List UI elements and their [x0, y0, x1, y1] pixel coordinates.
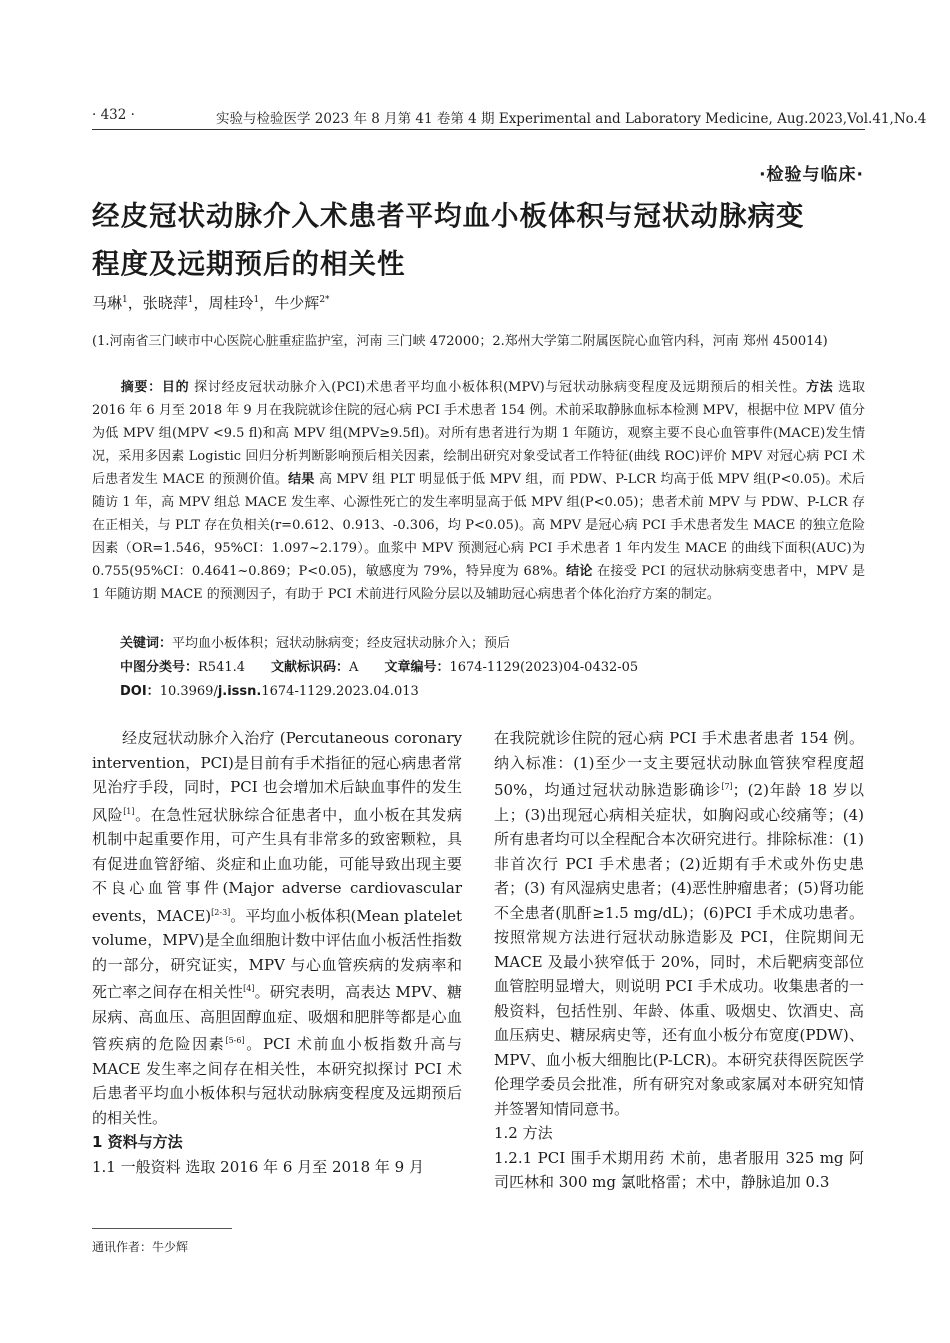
section-tag: ·检验与临床· [759, 165, 864, 185]
citation: [7] [721, 782, 733, 791]
doc-code-value: A [349, 660, 359, 675]
author-affiliation-mark: 1 [253, 295, 260, 305]
intro-text-2: 。在急性冠状脉综合征患者中，血小板在其发病机制中起重要作用，可产生具有非常多的致密颗粒，具有促进血管舒缩、炎症和止血功能，可能导致出现主要不良心血管事件(Major adverse cardiovascular events，MACE) [92, 805, 462, 925]
clc-value: R541.4 [198, 660, 246, 675]
doi-line [120, 680, 419, 699]
conclusion-text: 在接受 PCI 的冠状动脉病变患者中，MPV 是 1 年随访期 MACE 的预测因子，有助于 PCI 术前进行风险分层以及辅助冠心病患者个体化治疗方案的制定。 [92, 564, 865, 602]
citation: [4] [243, 984, 255, 993]
intro-paragraph [92, 726, 462, 1130]
affiliations: (1.河南省三门峡市中心医院心脏重症监护室，河南 三门峡 472000；2.郑州大学第二附属医院心血管内科，河南 郑州 450014) [92, 334, 828, 349]
body-column-left [92, 726, 462, 1179]
corresponding-author-footnote: 通讯作者：牛少辉 [92, 1240, 189, 1254]
author-name: 周桂玲 [208, 294, 254, 312]
author-name: 张晓萍 [142, 294, 188, 312]
subsection-heading: 1.2 方法 [494, 1124, 553, 1142]
author-affiliation-mark: 2* [319, 295, 330, 305]
keywords-label: 关键词： [120, 636, 173, 651]
body-column-right [494, 726, 864, 1195]
intro-text-4: 。研究表明，高表达 MPV、糖尿病、高血压、高胆固醇血症、吸烟和肥胖等都是心血管疾病的危险因素 [92, 983, 462, 1053]
subsection-heading: 1.1 一般资料 选取 2016 年 6 月至 2018 年 9 月 [92, 1157, 424, 1176]
citation: [5-6] [225, 1036, 245, 1045]
objective-label: 目的 [161, 380, 190, 395]
article-number-value: 1674-1129(2023)04-0432-05 [449, 660, 639, 675]
author-affiliation-mark: 1 [122, 295, 128, 305]
author-affiliation-mark: 1 [187, 295, 194, 305]
intro-text-5: 。PCI 术前血小板指数升高与 MACE 发生率之间存在相关性，本研究拟探讨 PCI 术后患者平均血小板体积与冠状动脉病变程度及远期预后的相关性。 [92, 1035, 462, 1127]
page-number: · 432 · [92, 107, 135, 123]
doi-prefix: 10.3969/ [159, 684, 218, 699]
clc-label: 中图分类号： [120, 660, 199, 675]
body-text: 在我院就诊住院的冠心病 PCI 手术患者患者 154 例。纳入标准：(1)至少一支主要冠状动脉血管狭窄程度超 50%，均通过冠状动脉造影确诊 [494, 729, 864, 799]
results-text: 高 MPV 组 PLT 明显低于低 MPV 组，而 PDW、P-LCR 均高于低 MPV 组(P<0.05)。术后随访 1 年，高 MPV 组总 MACE 发生率、心源性死亡的发生率明显高于低 MPV 组(P<0.05)；患者术前 MPV 与 PDW、P-LCR 存在正相关，与 PLT 存在负相关(r=0.612、0.913、-0.306，均 P<0.05)。高 MPV 是冠心病 PCI 手术患者发生 MACE 的独立危险因素（OR=1.546，95%CI：1.097~2.179）。血浆中 MPV 预测冠心病 PCI 手术患者 1 年内发生 MACE 的曲线下面积(AUC)为 0.755(95%CI：0.4641~0.869；P<0.05)，敏感度为 79%，特异度为 68%。 [92, 472, 866, 579]
results-label: 结果 [288, 472, 315, 487]
citation: [1] [123, 806, 135, 816]
conclusion-label: 结论 [566, 564, 593, 579]
author-name: 牛少辉 [274, 294, 320, 312]
header-rule [92, 129, 865, 130]
article-title: 经皮冠状动脉介入术患者平均血小板体积与冠状动脉病变程度及远期预后的相关性 [92, 200, 805, 280]
methods-paragraph [494, 726, 864, 1121]
doi-suffix: 1674-1129.2023.04.013 [261, 684, 419, 699]
section-heading: 1 资料与方法 [92, 1133, 183, 1151]
article-number-label: 文章编号： [384, 660, 450, 675]
citation: [2-3] [211, 907, 231, 917]
objective-text: 探讨经皮冠状动脉介入(PCI)术患者平均血小板体积(MPV)与冠状动脉病变程度及远期预后的相关性。 [194, 380, 806, 395]
abstract [92, 376, 865, 606]
intro-text-3: 。平均血小板体积(Mean platelet volume，MPV)是全血细胞计数中评估血小板活性指数的一部分，研究证实，MPV 与心血管疾病的发病率和死亡率之间存在相关性 [92, 906, 462, 1001]
keywords-value: 平均血小板体积；冠状动脉病变；经皮冠状动脉介入；预后 [172, 636, 511, 651]
methods-label: 方法 [805, 380, 834, 395]
intro-text-1: 经皮冠状动脉介入治疗 (Percutaneous coronary intervention，PCI)是目前有手术指征的冠心病患者常见治疗手段，同时，PCI 也会增加术后缺血事件的发生风险 [92, 729, 462, 824]
author-list: 马琳$^1$，张晓萍$^1$，周桂玲$^1$，牛少辉$^{2*}$ [92, 294, 330, 312]
classification-line [120, 656, 638, 675]
abstract-label: 摘要： [120, 380, 162, 395]
author-name: 马琳 [92, 294, 123, 312]
body-text: ；(2)年龄 18 岁以上；(3)出现冠心病相关症状，如胸闷或心绞痛等；(4)所有患者均可以全程配合本次研究进行。排除标准：(1)非首次行 PCI 手术患者；(2)近期有手术或外伤史患者；(3) 有风湿病史患者；(4)恶性肿瘤患者；(5)肾功能不全患者(肌酐≥1.5 mg/dL)；(6)PCI 手术成功患者。按照常规方法进行冠状动脉造影及 PCI，住院期间无 MACE 及最小狭窄低于 20%，同时，术后靶病变部位血管腔明显增大，则说明 PCI 手术成功。收集患者的一般资料，包括性别、年龄、体重、吸烟史、饮酒史、高血压病史、糖尿病史等，还有血小板分布宽度(PDW)、MPV、血小板大细胞比(P-LCR)。本研究获得医院医学伦理学委员会批准，所有研究对象或家属对本研究知情并签署知情同意书。 [494, 781, 864, 1118]
methods-text: 选取 2016 年 6 月至 2018 年 9 月在我院就诊住院的冠心病 PCI 手术患者 154 例。术前采取静脉血标本检测 MPV，根据中位 MPV 值分为低 MPV 组(MPV <9.5 fl)和高 MPV 组(MPV≥9.5fl)。对所有患者进行为期 1 年随访，观察主要不良心血管事件(MACE)发生情况，采用多因素 Logistic 回归分析判断影响预后相关因素，绘制出研究对象受试者工作特征(曲线 ROC)评价 MPV 对冠心病 PCI 术后患者发生 MACE 的预测价值。 [92, 380, 865, 487]
subsubsection-paragraph: 1.2.1 PCI 围手术期用药 术前，患者服用 325 mg 阿司匹林和 300 mg 氯吡格雷；术中，静脉追加 0.3 [494, 1148, 864, 1191]
footnote-rule [92, 1228, 232, 1229]
running-header: 实验与检验医学 2023 年 8 月第 41 卷第 4 期 Experimental and Laboratory Medicine, Aug.2023,Vol.41,No.4 [216, 111, 927, 127]
keywords [120, 632, 510, 651]
doi-label: DOI： [120, 684, 160, 699]
doc-code-label: 文献标识码： [271, 660, 350, 675]
doi-journal: j.issn. [217, 684, 262, 699]
